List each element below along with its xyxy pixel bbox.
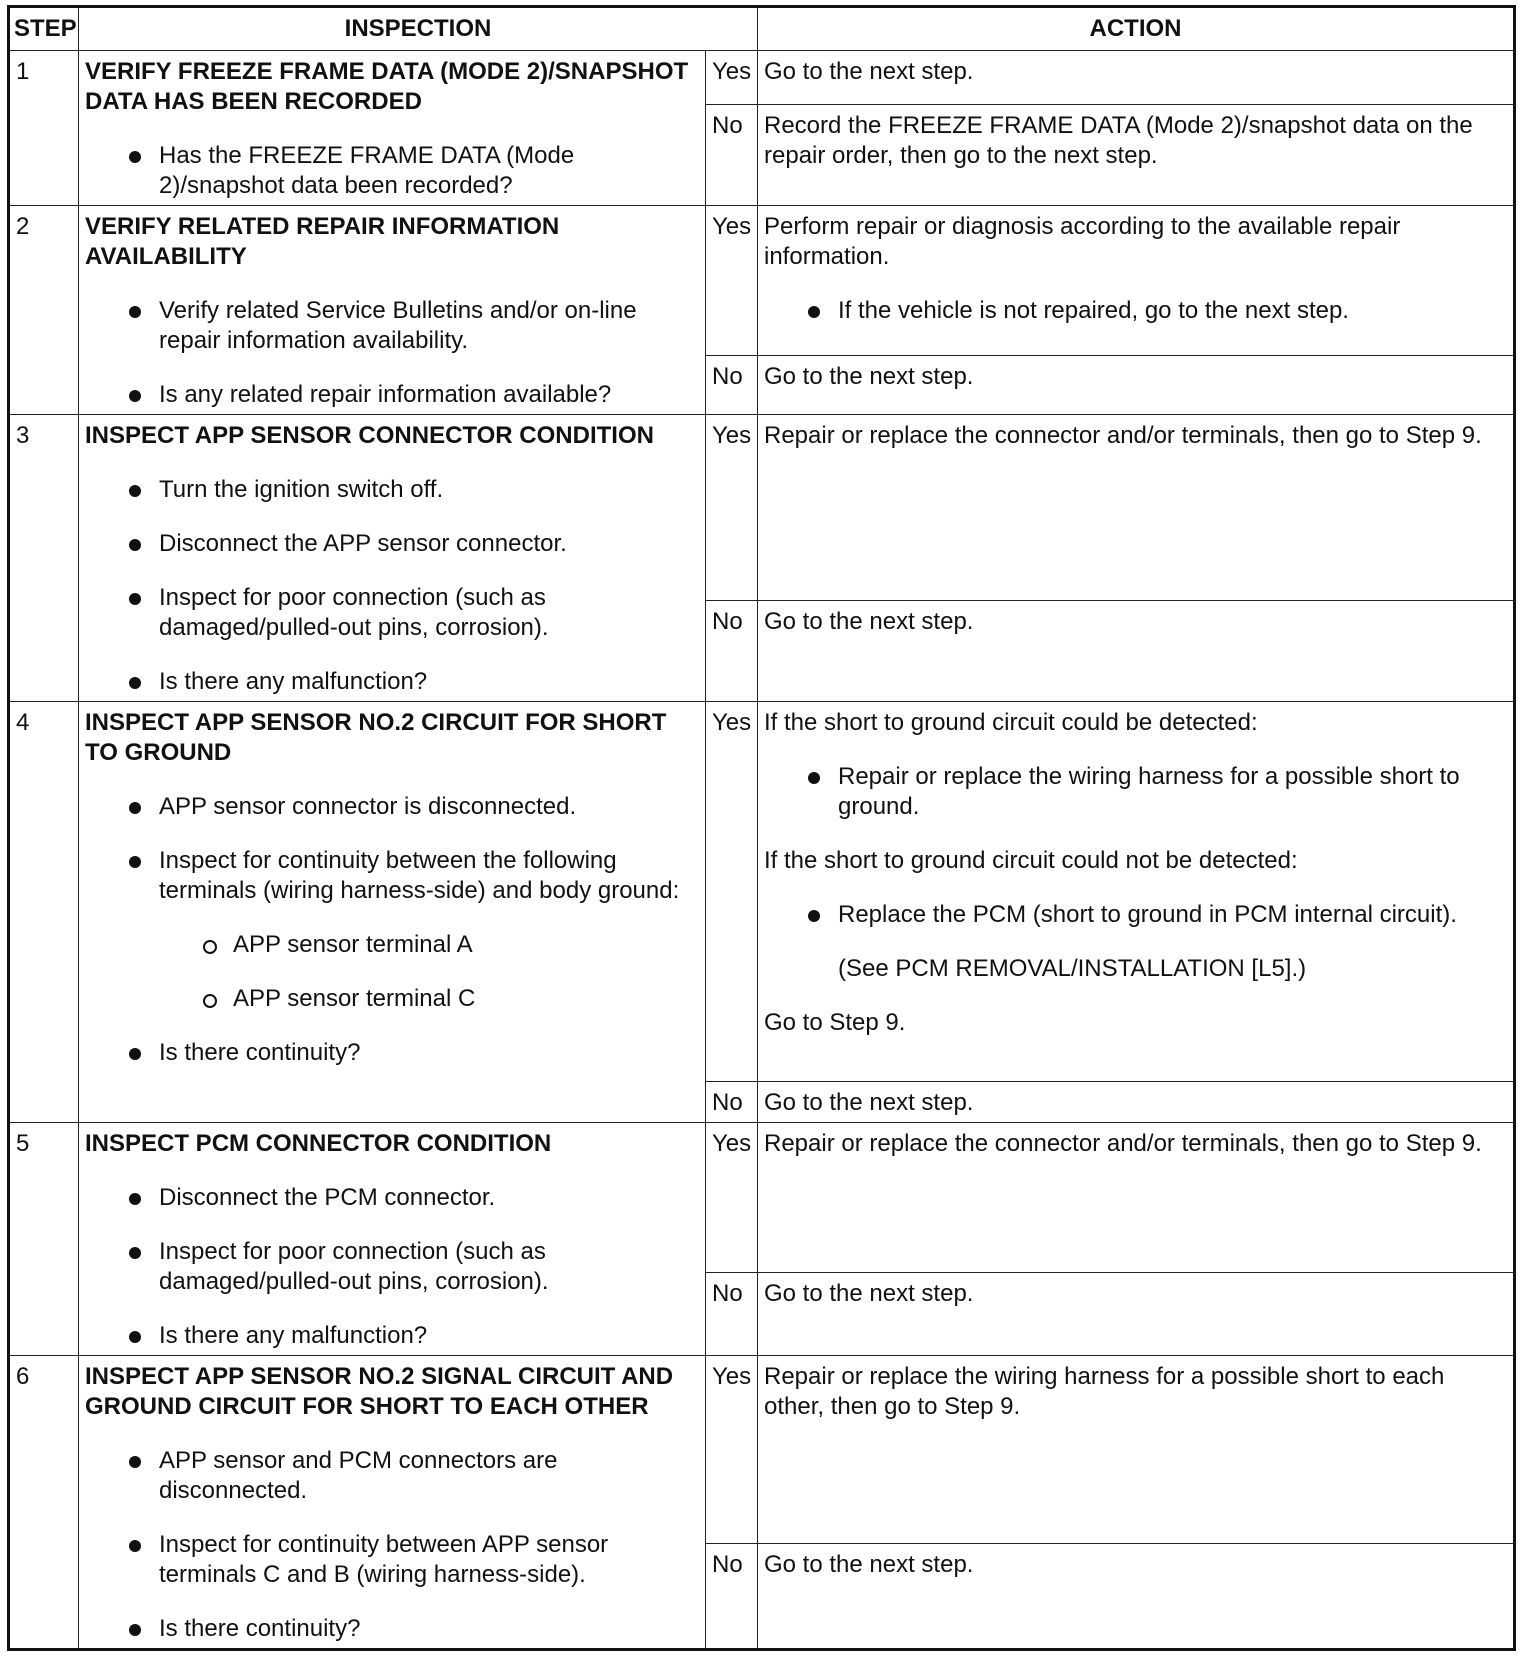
inspection-item: Has the FREEZE FRAME DATA (Mode 2)/snapshot data been recorded?	[85, 141, 699, 201]
yes-label: Yes	[706, 1356, 758, 1544]
inspection-item: Disconnect the APP sensor connector.	[85, 529, 699, 559]
inspection-subitem: APP sensor terminal A	[85, 930, 699, 960]
step-row	[9, 415, 1515, 601]
no-action: Record the FREEZE FRAME DATA (Mode 2)/snapshot data on the repair order, then go to the next step.	[758, 105, 1515, 206]
action-item: If the vehicle is not repaired, go to the next step.	[764, 296, 1507, 326]
inspection-item: Turn the ignition switch off.	[85, 475, 699, 505]
inspection-sublist	[85, 930, 699, 1014]
step-number: 4	[9, 702, 79, 1123]
step-number: 1	[9, 51, 79, 206]
header-step: STEP	[9, 7, 79, 51]
inspection-item: Is there continuity?	[85, 1038, 699, 1068]
yes-action-cell	[758, 702, 1515, 1082]
action-paragraph: Go to Step 9.	[764, 1009, 906, 1036]
yes-label: Yes	[706, 415, 758, 601]
inspection-list	[85, 1038, 699, 1068]
inspection-title: INSPECT APP SENSOR CONNECTOR CONDITION	[85, 422, 654, 449]
no-label: No	[706, 601, 758, 702]
action-list	[764, 900, 1507, 930]
yes-label: Yes	[706, 1123, 758, 1273]
inspection-item: Inspect for poor connection (such as damaged/pulled-out pins, corrosion).	[85, 583, 699, 643]
no-label: No	[706, 105, 758, 206]
inspection-title: INSPECT APP SENSOR NO.2 SIGNAL CIRCUIT AND GROUND CIRCUIT FOR SHORT TO EACH OTHER	[85, 1363, 674, 1420]
inspection-item: APP sensor connector is disconnected.	[85, 792, 699, 822]
header-action: ACTION	[758, 7, 1515, 51]
step-row	[9, 702, 1515, 1082]
action-list	[764, 296, 1507, 326]
no-action: Go to the next step.	[758, 1273, 1515, 1356]
inspection-list	[85, 1183, 699, 1351]
inspection-subitem: APP sensor terminal C	[85, 984, 699, 1014]
yes-action: Perform repair or diagnosis according to the available repair information.	[764, 213, 1401, 270]
inspection-item: Inspect for continuity between the following terminals (wiring harness-side) and body ground:	[85, 846, 699, 906]
inspection-item: Is there continuity?	[85, 1614, 699, 1644]
table-header-row	[9, 7, 1515, 51]
yes-action: Repair or replace the connector and/or terminals, then go to Step 9.	[758, 1123, 1515, 1273]
step-number: 6	[9, 1356, 79, 1650]
no-action: Go to the next step.	[758, 1544, 1515, 1650]
step-row	[9, 1123, 1515, 1273]
step-row	[9, 51, 1515, 105]
step-row	[9, 206, 1515, 356]
header-inspection: INSPECTION	[79, 7, 758, 51]
yes-label: Yes	[706, 206, 758, 356]
no-label: No	[706, 1544, 758, 1650]
inspection-item: Is there any malfunction?	[85, 1321, 699, 1351]
action-item: Replace the PCM (short to ground in PCM internal circuit).	[764, 900, 1507, 930]
inspection-title: INSPECT APP SENSOR NO.2 CIRCUIT FOR SHORT TO GROUND	[85, 709, 667, 766]
step-number: 5	[9, 1123, 79, 1356]
inspection-item: Disconnect the PCM connector.	[85, 1183, 699, 1213]
yes-label: Yes	[706, 51, 758, 105]
action-list	[764, 762, 1507, 822]
inspection-list	[85, 296, 699, 410]
no-label: No	[706, 1082, 758, 1123]
action-paragraph: If the short to ground circuit could not be detected:	[764, 847, 1298, 874]
inspection-list	[85, 475, 699, 697]
action-note: (See PCM REMOVAL/INSTALLATION [L5].)	[838, 955, 1307, 982]
step-number: 3	[9, 415, 79, 702]
inspection-cell	[79, 1123, 706, 1356]
step-row	[9, 1356, 1515, 1544]
yes-action-cell	[758, 206, 1515, 356]
step-number: 2	[9, 206, 79, 415]
yes-label: Yes	[706, 702, 758, 1082]
inspection-item: Is there any malfunction?	[85, 667, 699, 697]
inspection-item: Inspect for poor connection (such as damaged/pulled-out pins, corrosion).	[85, 1237, 699, 1297]
diagnostic-procedure-table	[7, 5, 1516, 1651]
yes-action: Repair or replace the wiring harness for a possible short to each other, then go to Step 9.	[758, 1356, 1515, 1544]
inspection-cell	[79, 1356, 706, 1650]
no-label: No	[706, 1273, 758, 1356]
inspection-list	[85, 792, 699, 906]
inspection-cell	[79, 702, 706, 1123]
action-item: Repair or replace the wiring harness for a possible short to ground.	[764, 762, 1507, 822]
inspection-item: Is any related repair information available?	[85, 380, 699, 410]
no-action: Go to the next step.	[758, 601, 1515, 702]
inspection-item: APP sensor and PCM connectors are disconnected.	[85, 1446, 699, 1506]
inspection-title: VERIFY FREEZE FRAME DATA (MODE 2)/SNAPSHOT DATA HAS BEEN RECORDED	[85, 58, 689, 115]
inspection-list	[85, 1446, 699, 1644]
inspection-list	[85, 141, 699, 201]
yes-action: Repair or replace the connector and/or terminals, then go to Step 9.	[758, 415, 1515, 601]
inspection-cell	[79, 415, 706, 702]
inspection-item: Inspect for continuity between APP sensor terminals C and B (wiring harness-side).	[85, 1530, 699, 1590]
no-label: No	[706, 356, 758, 415]
no-action: Go to the next step.	[758, 356, 1515, 415]
inspection-title: INSPECT PCM CONNECTOR CONDITION	[85, 1130, 552, 1157]
inspection-item: Verify related Service Bulletins and/or on-line repair information availability.	[85, 296, 699, 356]
inspection-title: VERIFY RELATED REPAIR INFORMATION AVAILABILITY	[85, 213, 560, 270]
action-paragraph: If the short to ground circuit could be detected:	[764, 709, 1258, 736]
diagnostic-table-container	[7, 5, 1516, 1651]
inspection-cell	[79, 206, 706, 415]
inspection-cell	[79, 51, 706, 206]
yes-action: Go to the next step.	[758, 51, 1515, 105]
no-action: Go to the next step.	[758, 1082, 1515, 1123]
